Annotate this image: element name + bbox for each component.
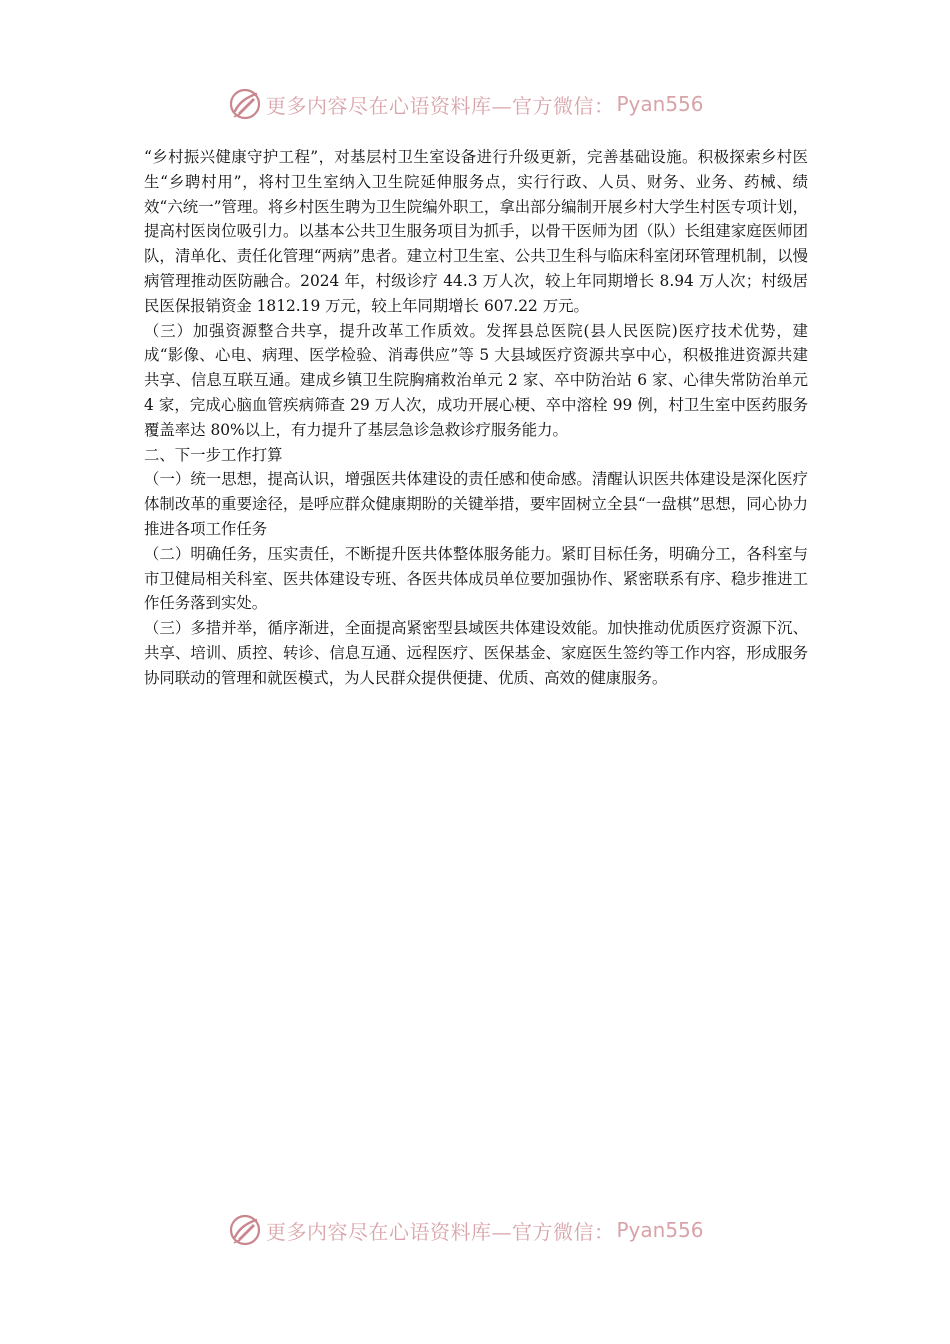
document-body xyxy=(144,145,808,691)
paragraph-multiple-measures: （三）多措并举，循序渐进，全面提高紧密型县域医共体建设效能。加快推动优质医疗资源下沉、共享、培训、质控、转诊、信息互通、远程医疗、医保基金、家庭医生签约等工作内容，形成服务协同联动的管理和就医模式，为人民群众提供便捷、优质、高效的健康服务。 xyxy=(144,619,808,687)
pen-logo-icon xyxy=(228,1213,262,1247)
watermark-handle: Pyan556 xyxy=(616,92,704,116)
paragraph-clarify-tasks: （二）明确任务，压实责任，不断提升医共体整体服务能力。紧盯目标任务，明确分工，各科室与市卫健局相关科室、医共体建设专班、各医共体成员单位要加强协作、紧密联系有序、稳步推进工作任务落到实处。 xyxy=(144,544,808,613)
watermark-text: 更多内容尽在心语资料库—官方微信： xyxy=(266,1219,615,1244)
footer-watermark xyxy=(228,1212,728,1248)
section-heading-next-steps: 二、下一步工作打算 xyxy=(144,445,283,464)
paragraph-unify-thinking: （一）统一思想，提高认识，增强医共体建设的责任感和使命感。清醒认识医共体建设是深化医疗体制改革的重要途径，是呼应群众健康期盼的关键举措，要牢固树立全县“一盘棋”思想，同心协力推进各项工作任务 xyxy=(144,470,808,538)
watermark-handle: Pyan556 xyxy=(616,1218,704,1242)
pen-logo-icon xyxy=(228,87,262,121)
header-watermark xyxy=(228,86,728,122)
watermark-text: 更多内容尽在心语资料库—官方微信： xyxy=(266,93,615,118)
paragraph-rural-health: “乡村振兴健康守护工程”，对基层村卫生室设备进行升级更新，完善基础设施。积极探索乡村医生“乡聘村用”，将村卫生室纳入卫生院延伸服务点，实行行政、人员、财务、业务、药械、绩效“六统一”管理。将乡村医生聘为卫生院编外职工，拿出部分编制开展乡村大学生村医专项计划，提高村医岗位吸引力。以基本公共卫生服务项目为抓手，以骨干医师为团（队）长组建家庭医师团队，清单化、责任化管理“两病”患者。建立村卫生室、公共卫生科与临床科室闭环管理机制，以慢病管理推动医防融合。2024 年，村级诊疗 44.3 万人次，较上年同期增长 8.94 万人次；村级居民医保报销资金 1812.19 万元，较上年同期增长 607.22 万元。 xyxy=(144,148,808,315)
paragraph-resource-sharing: （三）加强资源整合共享，提升改革工作质效。发挥县总医院(县人民医院)医疗技术优势，建成“影像、心电、病理、医学检验、消毒供应”等 5 大县域医疗资源共享中心，积极推进资源共建共享、信息互联互通。建成乡镇卫生院胸痛救治单元 2 家、卒中防治站 6 家、心律失常防治单元 4 家，完成心脑血管疾病筛查 29 万人次，成功开展心梗、卒中溶栓 99 例，村卫生室中医药服务覆盖率达 80%以上，有力提升了基层急诊急救诊疗服务能力。 xyxy=(144,321,808,439)
